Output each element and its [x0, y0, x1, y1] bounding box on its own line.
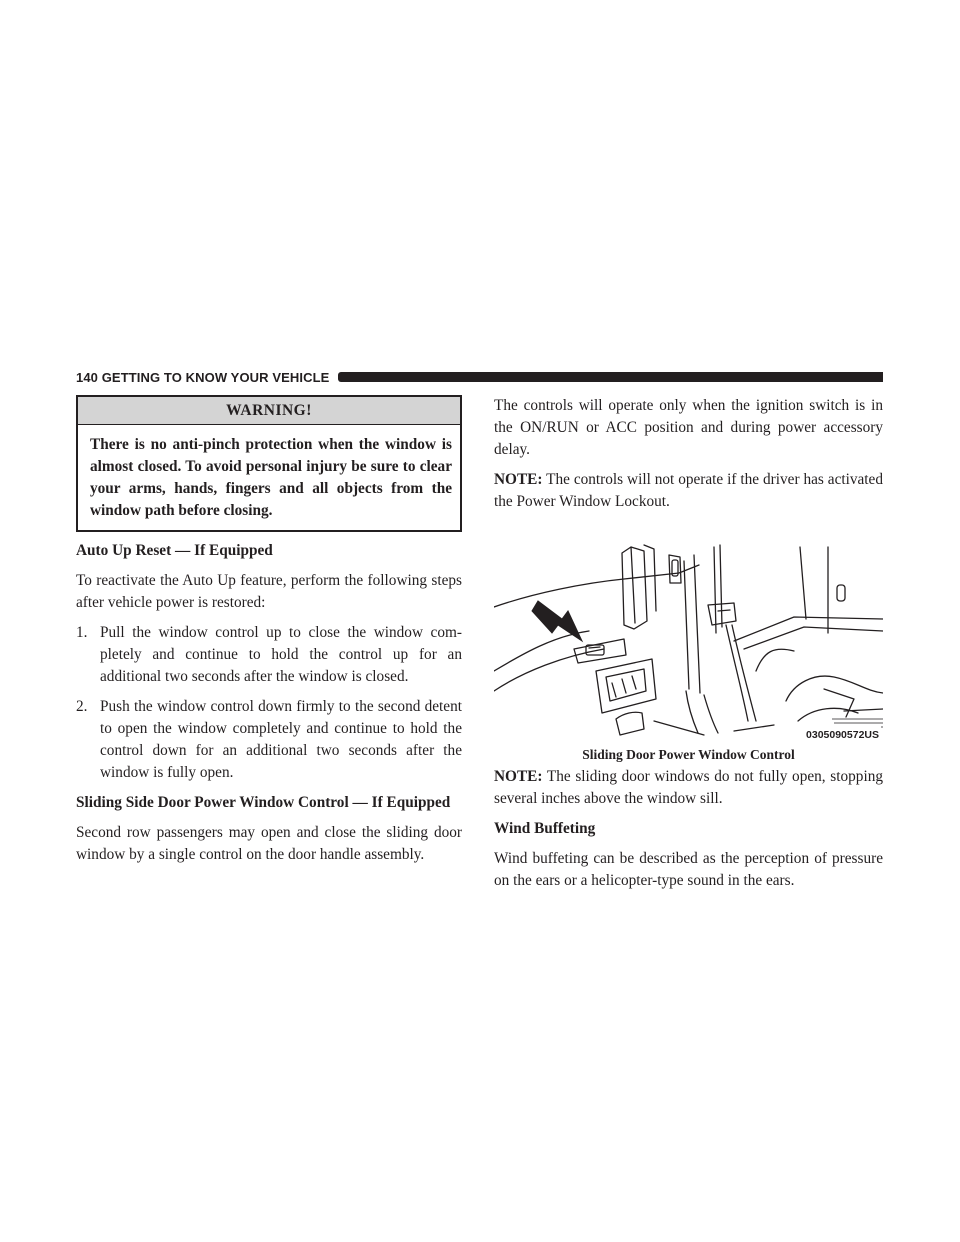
left-column	[76, 395, 462, 874]
note-label: NOTE:	[494, 471, 543, 488]
warning-title: WARNING!	[78, 397, 460, 425]
note-label: NOTE:	[494, 768, 543, 785]
note-text: The sliding door windows do not fully open, stopping several inches above the window sill.	[494, 768, 883, 807]
note-text: The controls will not operate if the driver has activated the Power Window Lockout.	[494, 471, 883, 510]
header-text	[76, 370, 329, 385]
auto-up-reset-heading: Auto Up Reset — If Equipped	[76, 542, 273, 559]
warning-text: There is no anti-pinch protection when the window is almost closed. To avoid personal injury be sure to clear your arms, hands, fingers and all objects from the window path before closing.	[90, 436, 452, 519]
auto-up-reset-steps	[76, 622, 462, 784]
step-text: Pull the window control up to close the window com-pletely and continue to hold the control up for an additional two seconds after the window is closed.	[100, 624, 462, 685]
warning-box	[76, 395, 462, 532]
wind-buffeting-heading: Wind Buffeting	[494, 820, 596, 837]
step-item	[76, 622, 462, 688]
section-title: GETTING TO KNOW YOUR VEHICLE	[101, 370, 330, 385]
sliding-door-heading: Sliding Side Door Power Window Control — If Equipped	[76, 794, 451, 811]
sliding-door-figure	[494, 521, 883, 766]
step-number: 1.	[76, 624, 88, 641]
figure-caption: Sliding Door Power Window Control	[582, 747, 795, 762]
note-windows-open	[494, 766, 883, 810]
sliding-door-text: Second row passengers may open and close the sliding door window by a single control on the door handle assembly.	[76, 824, 462, 863]
wind-buffeting-text: Wind buffeting can be described as the perception of pressure on the ears or a helicopter-type sound in the ears.	[494, 850, 883, 889]
auto-up-reset-intro: To reactivate the Auto Up feature, perform the following steps after vehicle power is restored:	[76, 572, 462, 611]
controls-text: The controls will operate only when the ignition switch is in the ON/RUN or ACC position and during power accessory delay.	[494, 397, 883, 458]
figure-code: 0305090572US	[804, 724, 881, 746]
note-lockout	[494, 469, 883, 513]
step-number: 2.	[76, 698, 88, 715]
step-item	[76, 696, 462, 784]
step-text: Push the window control down firmly to the second detent to open the window completely and continue to hold the control down for an additional two seconds after the window is fully open.	[100, 698, 462, 781]
sliding-door-illustration	[494, 521, 883, 741]
page-header	[76, 367, 883, 389]
header-rule	[338, 372, 883, 382]
page-number: 140	[76, 370, 98, 385]
right-column	[494, 395, 883, 900]
